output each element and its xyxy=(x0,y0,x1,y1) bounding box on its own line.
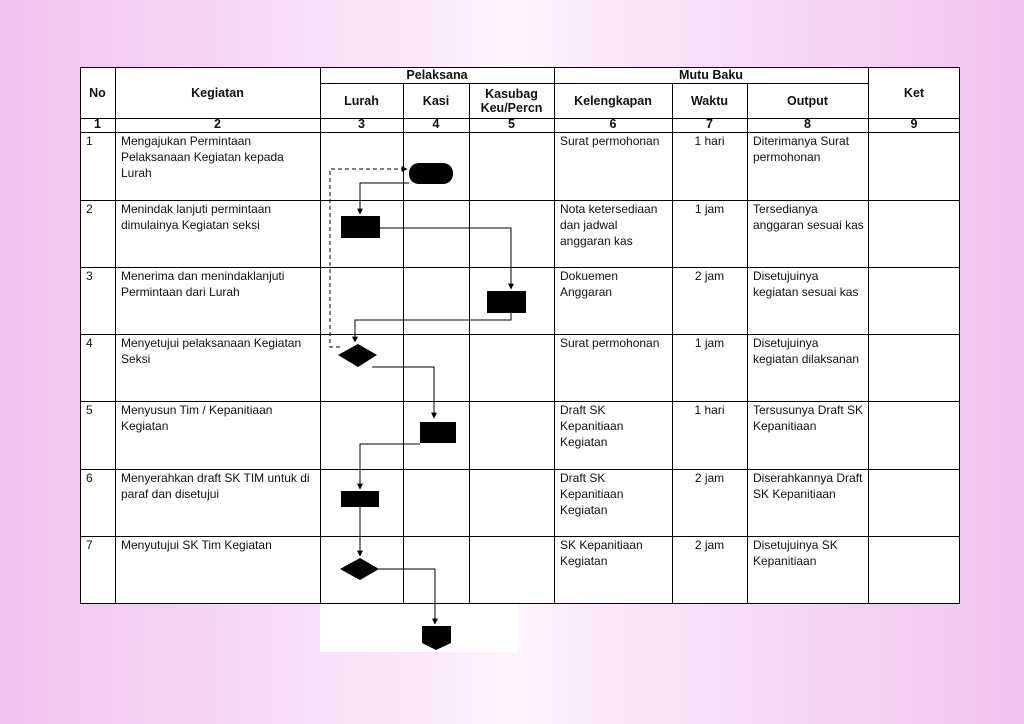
flow-arrow-step2-to-step3 xyxy=(380,228,511,289)
flow-arrow-step7-to-end xyxy=(378,569,435,624)
row-waktu: 1 hari xyxy=(694,403,725,417)
column-number: 8 xyxy=(804,118,811,131)
column-number: 5 xyxy=(508,118,515,131)
row-kegiatan: Menyusun Tim / Kepanitiaan Kegiatan xyxy=(121,403,273,433)
row-no: 5 xyxy=(86,403,93,417)
row-no: 1 xyxy=(86,134,93,148)
row-output: Tersedianya anggaran sesuai kas xyxy=(753,202,864,232)
row-kelengkapan: Draft SK Kepanitiaan Kegiatan xyxy=(560,471,624,517)
column-number: 4 xyxy=(432,118,440,131)
header-lurah: Lurah xyxy=(344,93,379,108)
header-pelaksana: Pelaksana xyxy=(406,68,468,82)
header-waktu: Waktu xyxy=(690,93,729,108)
header-mutu-baku: Mutu Baku xyxy=(679,68,743,82)
row-kegiatan: Menyutujui SK Tim Kegiatan xyxy=(121,538,272,552)
column-number: 1 xyxy=(94,118,101,131)
row-no: 3 xyxy=(86,269,93,283)
row-waktu: 2 jam xyxy=(694,471,725,485)
flow-arrow-step5-to-step6 xyxy=(360,444,420,489)
row-output: Disetujuinya kegiatan dilaksanan xyxy=(753,336,860,366)
row-kegiatan: Menerima dan menindaklanjuti Permintaan dari Lurah xyxy=(121,269,285,299)
header-kasi: Kasi xyxy=(422,93,450,108)
column-number: 7 xyxy=(706,118,713,131)
row-waktu: 1 jam xyxy=(694,202,725,216)
header-output: Output xyxy=(787,93,828,108)
flow-arrow-step4-to-step5 xyxy=(372,367,434,418)
row-kelengkapan: Dokuemen Anggaran xyxy=(560,269,619,299)
flow-process-step2 xyxy=(341,216,380,238)
row-kelengkapan: SK Kepanitiaan Kegiatan xyxy=(560,538,643,568)
row-kelengkapan: Surat permohonan xyxy=(560,336,660,350)
flow-process-step6 xyxy=(341,491,379,507)
column-number: 6 xyxy=(609,118,617,131)
header-kasubag-line1: Kasubag xyxy=(485,86,538,101)
row-output: Diterimanya Surat permohonan xyxy=(753,134,850,164)
flow-process-step5 xyxy=(420,422,456,443)
column-number: 2 xyxy=(214,118,221,131)
row-kegiatan: Menyetujui pelaksanaan Kegiatan Seksi xyxy=(121,336,302,366)
flow-end-connector xyxy=(422,626,451,650)
row-waktu: 1 hari xyxy=(694,134,725,148)
row-output: Diserahkannya Draft SK Kepanitiaan xyxy=(753,471,863,501)
row-kelengkapan: Draft SK Kepanitiaan Kegiatan xyxy=(560,403,624,449)
row-kelengkapan: Nota ketersediaan dan jadwal anggaran kas xyxy=(560,202,658,248)
row-output: Disetujuinya SK Kepanitiaan xyxy=(753,538,838,568)
column-number: 3 xyxy=(358,118,365,131)
row-no: 4 xyxy=(86,336,93,350)
flow-arrow-step3-to-step4 xyxy=(355,313,511,342)
row-waktu: 2 jam xyxy=(694,538,725,552)
header-kelengkapan: Kelengkapan xyxy=(574,93,652,108)
row-waktu: 2 jam xyxy=(694,269,725,283)
flow-decision-step7 xyxy=(340,558,379,580)
flow-decision-step4 xyxy=(338,344,377,367)
row-waktu: 1 jam xyxy=(694,336,725,350)
row-output: Disetujuinya kegiatan sesuai kas xyxy=(753,269,859,299)
flow-arrow-start-to-step2 xyxy=(360,183,409,214)
header-kegiatan: Kegiatan xyxy=(191,85,244,100)
row-no: 6 xyxy=(86,471,93,485)
row-kegiatan: Mengajukan Permintaan Pelaksanaan Kegiatan kepada Lurah xyxy=(121,134,284,180)
flow-process-step3 xyxy=(487,291,526,313)
flow-start-terminator xyxy=(409,163,453,184)
column-number: 9 xyxy=(910,118,918,131)
row-kelengkapan: Surat permohonan xyxy=(560,134,660,148)
header-no: No xyxy=(89,85,106,100)
header-ket: Ket xyxy=(903,85,925,100)
row-output: Tersusunya Draft SK Kepanitiaan xyxy=(753,403,864,433)
row-kegiatan: Menyerahkan draft SK TIM untuk di paraf dan disetujui xyxy=(121,471,310,501)
row-no: 2 xyxy=(86,202,93,216)
header-kasubag-line2: Keu/Percn xyxy=(480,100,543,115)
row-no: 7 xyxy=(86,538,93,552)
row-kegiatan: Menindak lanjuti permintaan dimulainya Kegiatan seksi xyxy=(121,202,272,232)
